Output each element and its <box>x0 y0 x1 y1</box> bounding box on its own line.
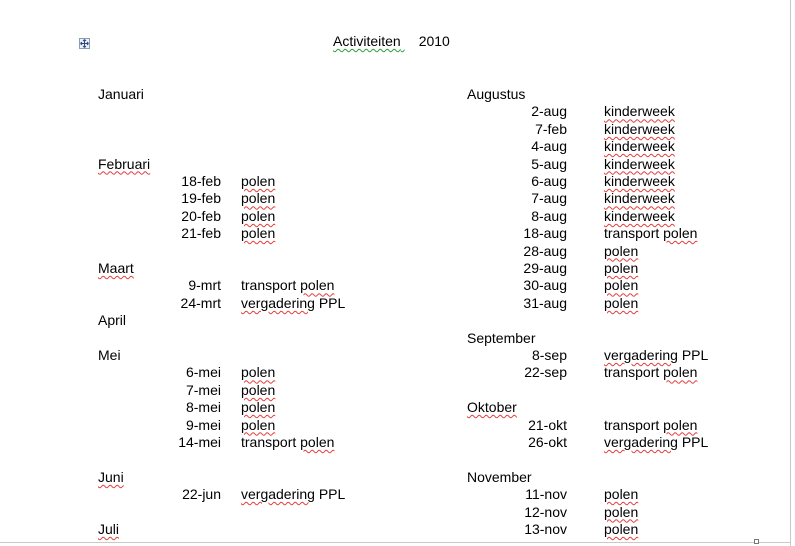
entry-date: 13-nov <box>524 521 567 537</box>
entry-date: 30-aug <box>523 277 567 294</box>
entry-activity: vergadering PPL <box>604 434 709 450</box>
month-heading: Mei <box>98 347 121 363</box>
entry-date: 21-okt <box>528 416 567 433</box>
entry-date: 12-nov <box>524 503 567 520</box>
month-heading: Januari <box>98 86 144 102</box>
entry-activity: kinderweek <box>604 190 675 207</box>
month-heading: November <box>467 468 532 485</box>
title-year: 2010 <box>418 33 450 49</box>
entry-activity: kinderweek <box>604 155 675 172</box>
entry-activity: transport polen <box>604 416 698 433</box>
entry-activity: transport polen <box>241 277 335 294</box>
entry-date: 4-aug <box>531 138 567 155</box>
entry-activity: kinderweek <box>604 120 675 137</box>
entry-activity: kinderweek <box>604 173 675 189</box>
entry-date: 24-mrt <box>180 294 221 311</box>
title-gap <box>401 33 419 49</box>
entry-date: 7-feb <box>535 120 567 137</box>
entry-activity: transport polen <box>604 225 698 242</box>
entry-activity: kinderweek <box>604 207 675 224</box>
entry-activity: polen <box>604 260 639 276</box>
entry-activity: polen <box>604 294 639 311</box>
month-heading: April <box>98 312 127 329</box>
page-edge-right <box>790 0 791 546</box>
entry-activity: kinderweek <box>604 138 675 155</box>
entry-date: 6-aug <box>531 173 567 189</box>
entry-date: 14-mei <box>178 434 221 450</box>
entry-date: 28-aug <box>523 242 567 259</box>
entry-date: 19-feb <box>181 190 221 207</box>
month-heading: Maart <box>98 260 134 276</box>
entry-activity: polen <box>241 416 276 433</box>
table-move-handle-icon[interactable] <box>79 38 90 49</box>
month-heading: Juni <box>98 468 124 485</box>
entry-date: 22-jun <box>182 486 221 503</box>
document-title <box>333 33 450 49</box>
entry-activity: polen <box>604 242 639 259</box>
entry-date: 8-mei <box>185 399 221 416</box>
entry-date: 2-aug <box>531 103 567 120</box>
title-word: Activiteiten <box>333 33 401 49</box>
entry-activity: transport polen <box>241 434 335 450</box>
month-heading: Augustus <box>467 86 526 102</box>
entry-date: 8-aug <box>531 207 567 224</box>
month-heading: Februari <box>98 155 151 172</box>
entry-date: 26-okt <box>528 434 567 450</box>
entry-date: 7-aug <box>531 190 567 207</box>
entry-date: 22-sep <box>524 364 567 381</box>
entry-date: 11-nov <box>525 486 567 503</box>
entry-date: 21-feb <box>181 225 221 242</box>
entry-date: 29-aug <box>523 260 567 276</box>
page-edge-bottom <box>0 542 791 543</box>
entry-date: 18-feb <box>181 173 221 189</box>
entry-activity: polen <box>241 225 276 242</box>
entry-date: 9-mei <box>185 416 221 433</box>
month-heading: Oktober <box>467 399 517 416</box>
entry-activity: polen <box>604 277 639 294</box>
entry-activity: vergadering PPL <box>604 347 709 363</box>
entry-activity: transport polen <box>604 364 698 381</box>
entry-activity: polen <box>604 486 639 503</box>
entry-activity: vergadering PPL <box>241 294 346 311</box>
entry-activity: polen <box>241 381 276 398</box>
entry-activity: polen <box>241 173 276 189</box>
month-heading: September <box>467 329 536 346</box>
resize-corner-icon[interactable] <box>754 539 759 544</box>
entry-activity: polen <box>241 399 276 416</box>
entry-date: 7-mei <box>185 381 221 398</box>
entry-date: 5-aug <box>531 155 567 172</box>
entry-activity: polen <box>604 521 639 537</box>
month-heading: Juli <box>98 521 120 537</box>
entry-date: 8-sep <box>531 347 567 363</box>
entry-activity: polen <box>241 190 276 207</box>
entry-date: 18-aug <box>523 225 567 242</box>
entry-activity: vergadering PPL <box>241 486 346 503</box>
entry-activity: polen <box>241 364 276 381</box>
entry-activity: polen <box>241 207 276 224</box>
entry-date: 6-mei <box>185 364 221 381</box>
entry-date: 9-mrt <box>188 277 221 294</box>
entry-activity: kinderweek <box>604 103 675 120</box>
entry-date: 20-feb <box>181 207 221 224</box>
entry-activity: polen <box>604 503 639 520</box>
entry-date: 31-aug <box>523 294 567 311</box>
